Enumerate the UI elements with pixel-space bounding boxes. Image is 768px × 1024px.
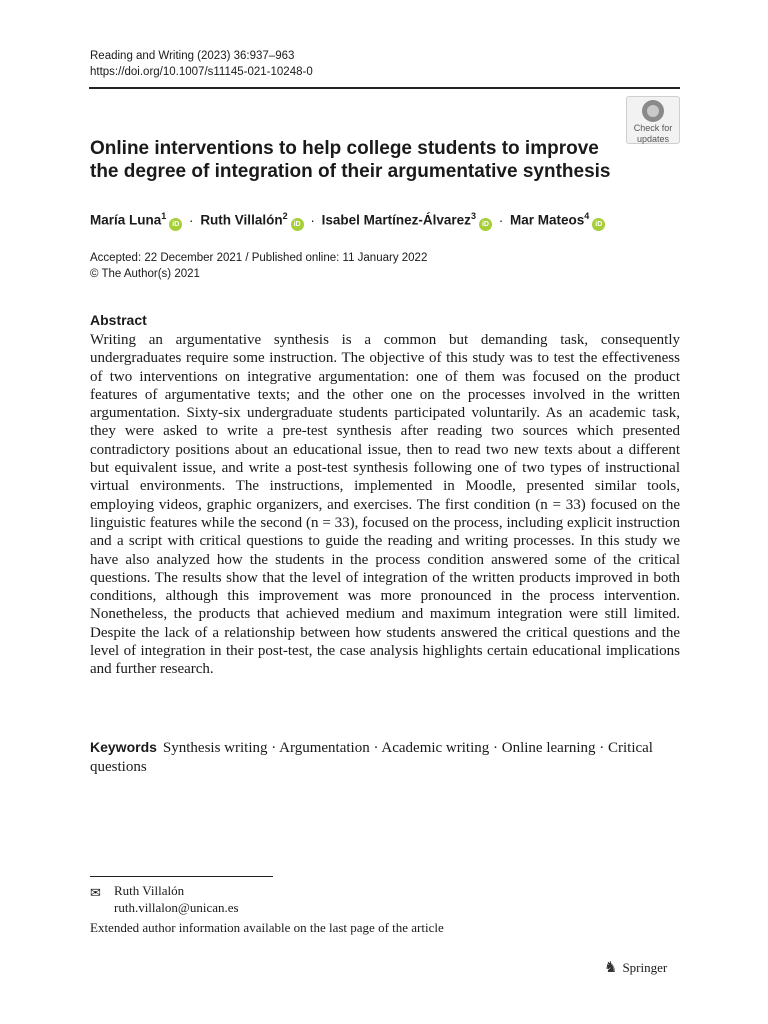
publisher-name: Springer — [622, 960, 668, 975]
publication-dates — [90, 250, 427, 282]
author-separator: · — [498, 212, 504, 228]
author-name[interactable]: Mar Mateos — [509, 212, 585, 228]
accepted-published-dates: Accepted: 22 December 2021 / Published online: 11 January 2022 — [90, 252, 428, 264]
copyright-notice: © The Author(s) 2021 — [90, 268, 200, 280]
footnote-rule — [90, 876, 273, 877]
doi-link[interactable]: https://doi.org/10.1007/s11145-021-10248-0 — [90, 66, 313, 78]
orcid-icon[interactable]: iD — [291, 218, 304, 231]
author-list — [90, 207, 690, 231]
orcid-icon[interactable]: iD — [169, 218, 182, 231]
journal-citation: Reading and Writing (2023) 36:937–963 — [90, 50, 295, 62]
springer-horse-icon: ♞ — [604, 960, 618, 976]
email-icon: ✉ — [90, 885, 101, 900]
title-line-1: Online interventions to help college students to improve — [90, 138, 599, 159]
check-label-2: updates — [636, 134, 670, 144]
check-label-1: Check for — [633, 123, 673, 133]
author-affiliation: 4 — [584, 211, 590, 221]
author-name[interactable]: Ruth Villalón — [200, 212, 283, 228]
keywords-list: Synthesis writing · Argumentation · Academic writing · Online learning · Critical questions — [90, 740, 653, 775]
check-for-updates-button[interactable] — [626, 96, 680, 144]
author-separator: · — [310, 212, 315, 228]
keywords-label: Keywords — [90, 739, 157, 755]
corresponding-author-email[interactable]: ruth.villalon@unican.es — [114, 900, 239, 915]
extended-author-info-note: Extended author information available on the last page of the article — [90, 920, 444, 935]
publisher-logo — [604, 958, 667, 978]
orcid-icon[interactable]: iD — [479, 218, 492, 231]
author-separator: · — [189, 212, 194, 228]
journal-header — [90, 48, 313, 80]
corresponding-author-name: Ruth Villalón — [114, 883, 185, 898]
orcid-icon[interactable]: iD — [592, 218, 605, 231]
header-rule — [89, 87, 680, 89]
abstract-heading: Abstract — [90, 312, 147, 328]
author-name[interactable]: Isabel Martínez-Álvarez — [321, 212, 471, 228]
author-affiliation: 3 — [470, 211, 476, 221]
author-affiliation: 1 — [161, 211, 167, 221]
keywords-section — [90, 738, 680, 777]
author-affiliation: 2 — [282, 211, 288, 221]
check-for-updates-icon — [642, 100, 664, 122]
article-title — [90, 137, 630, 183]
abstract-text: Writing an argumentative synthesis is a common but demanding task, consequently undergraduates require some instruction. The objective of this study was to test the effectiveness of two interventions on integrative argumentation: one of them was focused on the product features of argumentative texts; and the other one on the processes involved in the written argumentation. Sixty-six undergraduate students participated voluntarily. As an academic task, they were asked to write a pre-test synthesis after reading two sources which presented contradictory positions about an educational issue, then to read two new texts about a different but equivalent issue, and write a post-test synthesis following one of two types of instructional virtual environments. The instructions, implemented in Moodle, presented similar tools, employing videos, graphic organizers, and exercises. The first condition (n = 33) focused on the linguistic features while the second (n = 33), focused on the process, including explicit instruction and a script with critical questions to guide the reading and writing processes. In this study we have also analyzed how the students in the process condition answered some of the critical questions. The results show that the level of integration of the written products improved in both conditions, although this improvement was more pronounced in the process intervention. Nonetheless, the products that achieved medium and maximum integration were still limited. Despite the lack of a relationship between how students answered the critical questions and the level of integration in their post-test, the case analysis highlights certain educational implications and further research. — [90, 332, 680, 678]
author-name[interactable]: María Luna — [90, 212, 162, 228]
title-line-2: the degree of integration of their argumentative synthesis — [90, 161, 611, 182]
